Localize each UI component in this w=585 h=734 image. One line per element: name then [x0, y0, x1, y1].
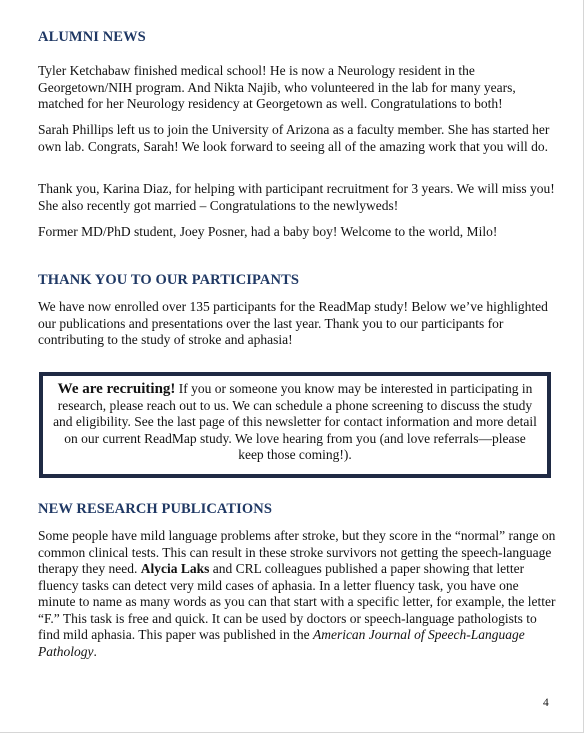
- alumni-news-heading: ALUMNI NEWS: [38, 29, 146, 45]
- recruiting-callout-body: If you or someone you know may be interested in participating in research, please reach out to us. We can schedule a phone screening to discuss the study and eligibility. See the last page of this newsletter for contact information and more detail on our current ReadMap study. We love hearing from you (and love referrals—please keep those coming!).: [53, 381, 537, 462]
- recruiting-callout-box: [39, 372, 551, 478]
- alumni-paragraph-2: Sarah Phillips left us to join the University of Arizona as a faculty member. She has started her own lab. Congrats, Sarah! We look forward to seeing all of the amazing work that you will do.: [38, 122, 550, 154]
- publications-paragraph: [38, 528, 558, 660]
- thank-you-paragraph: We have now enrolled over 135 participants for the ReadMap study! Below we’ve highlighted our publications and presentations over the last year. Thank you to our participants for contributing to the study of stroke and aphasia!: [38, 299, 548, 347]
- alumni-paragraph-3: Thank you, Karina Diaz, for helping with participant recruitment for 3 years. We will miss you! She also recently got married – Congratulations to the newlyweds!: [38, 181, 555, 213]
- publication-authors: Alycia Laks: [140, 561, 210, 576]
- alumni-paragraph-1: Tyler Ketchabaw finished medical school! He is now a Neurology resident in the Georgetown/NIH program. And Nikta Najib, who volunteered in the lab for many years, matched for her Neurology residency at Georgetown as well. Congratulations to both!: [38, 63, 516, 111]
- journal-title: American Journal of Speech-Language Pathology: [38, 627, 525, 659]
- alumni-paragraph-4: Former MD/PhD student, Joey Posner, had a baby boy! Welcome to the world, Milo!: [38, 224, 498, 239]
- page-number: 4: [543, 697, 549, 709]
- publications-text-a: Some people have mild language problems after stroke, but they score in the “normal” range on common clinical tests. This can result in these stroke survivors not getting the speech-language therapy they need.: [38, 528, 556, 576]
- publications-text-b: and CRL colleagues published a paper showing that letter fluency tasks can detect very mild cases of aphasia. In a letter fluency task, you have one minute to name as many words as you can that start with a specific letter, for example, the letter “F.” This task is free and quick. It can be used by doctors or speech-language pathologists to find mild aphasia. This paper was published in the: [38, 561, 556, 642]
- thank-you-heading: THANK YOU TO OUR PARTICIPANTS: [38, 272, 300, 288]
- publications-heading: NEW RESEARCH PUBLICATIONS: [38, 501, 273, 517]
- recruiting-callout-lead: We are recruiting!: [57, 381, 176, 397]
- publications-text-c: .: [93, 643, 97, 659]
